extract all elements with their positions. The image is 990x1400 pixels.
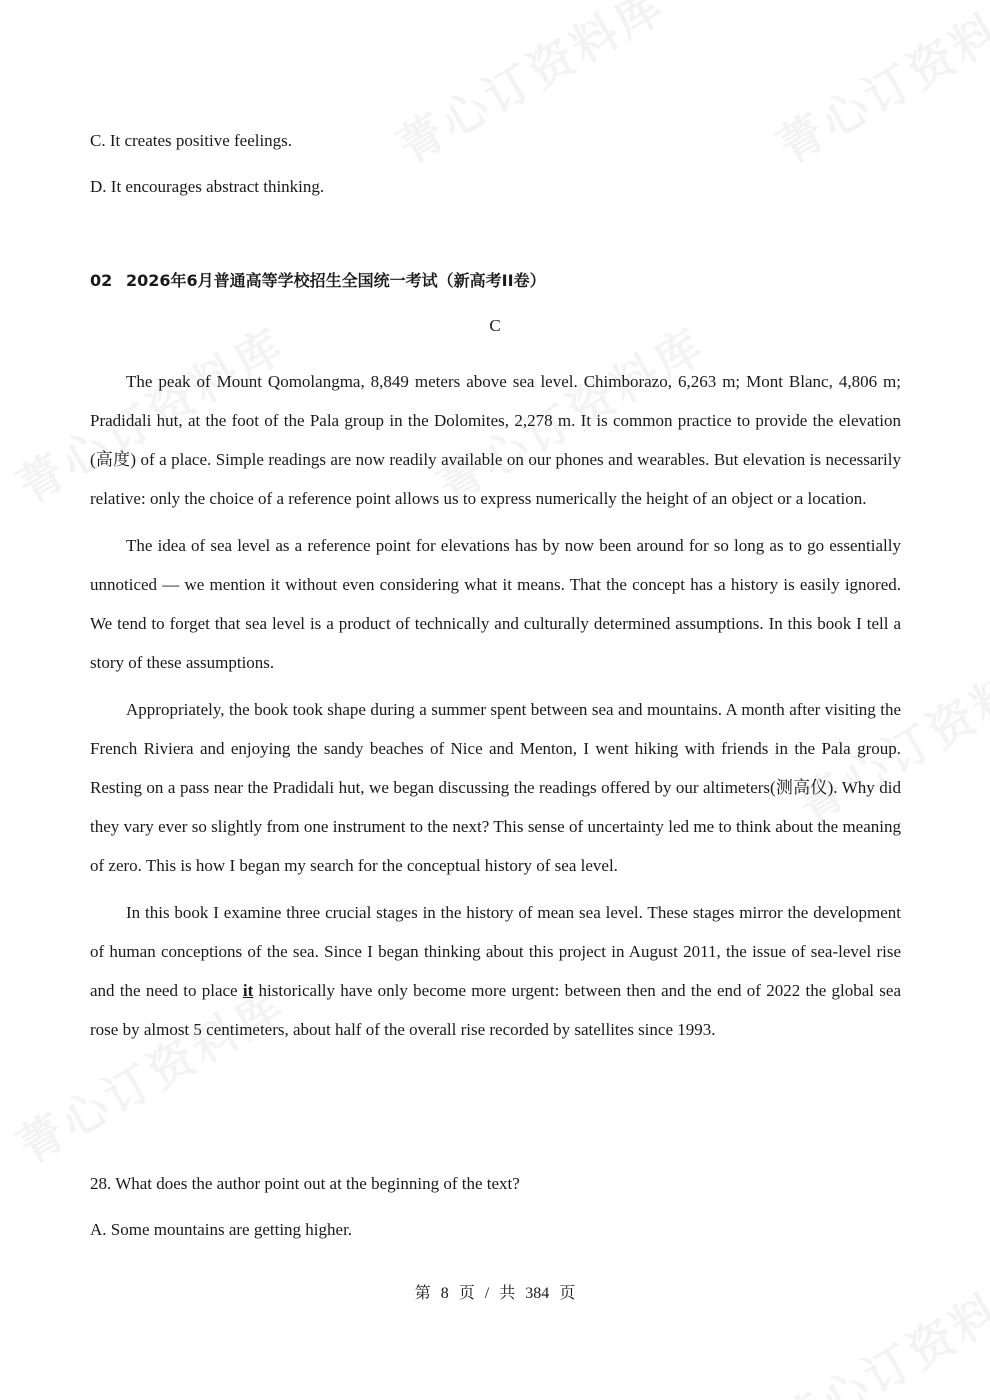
watermark (384, 0, 677, 177)
underlined-word: it (242, 981, 254, 1000)
answer-option-c: C. It creates positive feelings. (90, 131, 293, 150)
passage-paragraph-2: The idea of sea level as a reference point for elevations has by now been around for so long as to go essentially unnoticed — we mention it without even considering what it means. That the concept has a history is easily ignored. We tend to forget that sea level is a product of technically and culturally determined assumptions. In this book I tell a story of these assumptions. (90, 536, 901, 672)
section-title: 2026年6月普通高等学校招生全国统一考试（新高考II卷） (126, 271, 546, 290)
passage-letter: C (489, 316, 501, 335)
paragraph-4-text-after: historically have only become more urgent: between then and the end of 2022 the global sea rose by almost 5 centimeters, about half of the overall rise recorded by satellites since 1993. (90, 981, 901, 1039)
watermark (764, 0, 990, 177)
watermark (764, 1249, 990, 1400)
section-number: 02 (90, 271, 113, 290)
page-footer: 第 8 页 / 共 384 页 (414, 1285, 576, 1302)
passage-paragraph-4 (90, 893, 901, 1049)
section-heading (90, 270, 546, 292)
paragraph-4-text-before: In this book I examine three crucial stages in the history of mean sea level. These stages mirror the development of human conceptions of the sea. Since I began thinking about this project in August 2011, the issue of sea-level rise and the need to place (90, 903, 901, 1000)
reading-passage (90, 362, 901, 1057)
question-option-a: A. Some mountains are getting higher. (90, 1220, 353, 1239)
question-stem: 28. What does the author point out at the beginning of the text? (90, 1174, 520, 1193)
passage-paragraph-3: Appropriately, the book took shape during a summer spent between sea and mountains. A month after visiting the French Riviera and enjoying the sandy beaches of Nice and Menton, I went hiking with friends in the Pala group. Resting on a pass near the Pradidali hut, we began discussing the readings offered by our altimeters(测高仪). Why did they vary ever so slightly from one instrument to the next? This sense of uncertainty led me to think about the meaning of zero. This is how I began my search for the conceptual history of sea level. (90, 700, 901, 875)
answer-option-d: D. It encourages abstract thinking. (90, 177, 325, 196)
passage-paragraph-1: The peak of Mount Qomolangma, 8,849 meters above sea level. Chimborazo, 6,263 m; Mont Blanc, 4,806 m; Pradidali hut, at the foot of the Pala group in the Dolomites, 2,278 m. It is common practice to provide the elevation (高度) of a place. Simple readings are now readily available on our phones and wearables. But elevation is necessarily relative: only the choice of a reference point allows us to express numerically the height of an object or a location. (90, 372, 901, 508)
